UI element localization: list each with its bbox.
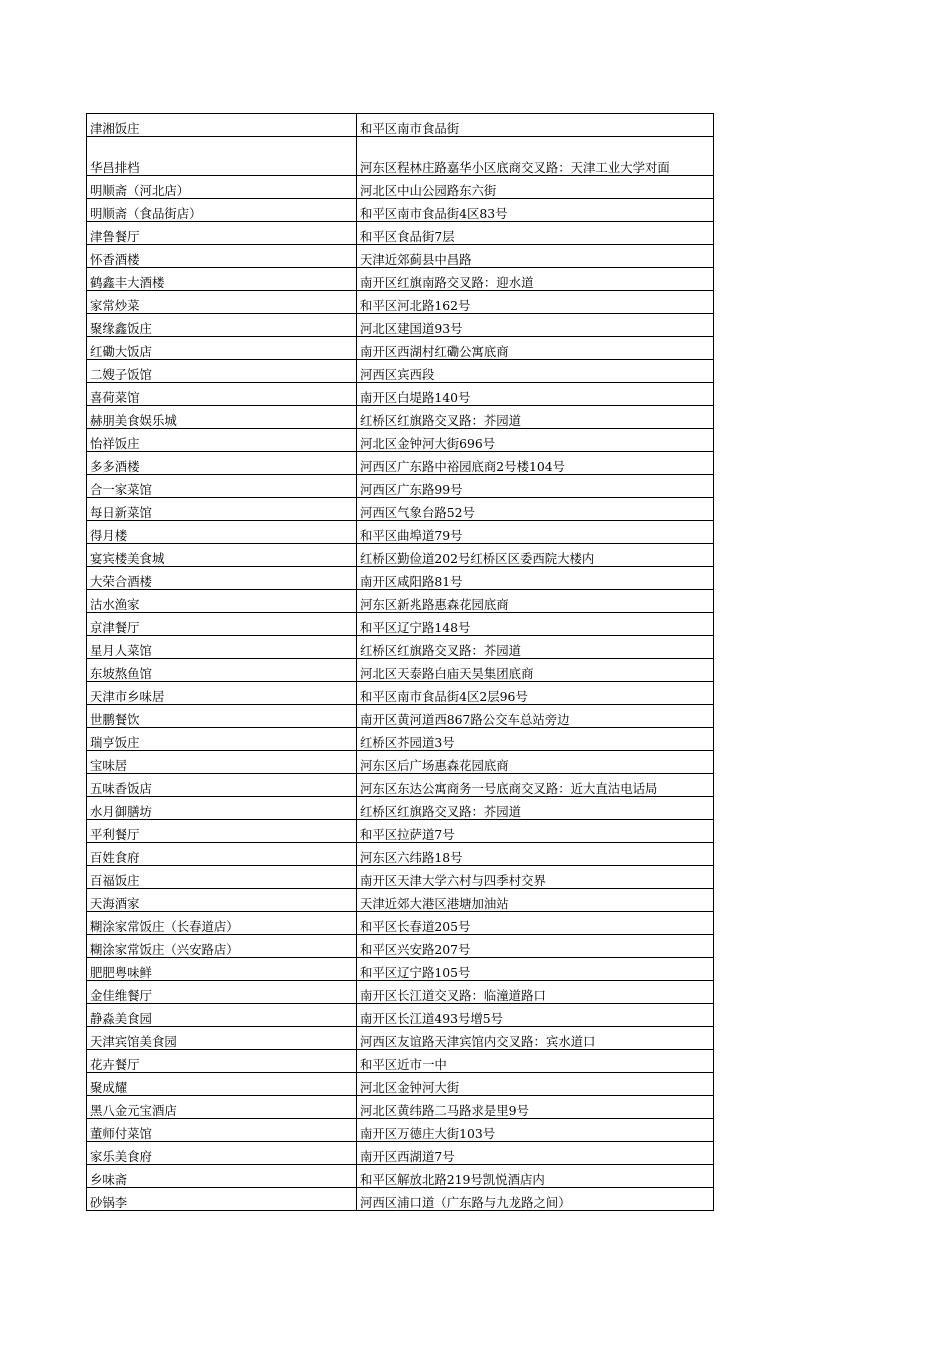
- restaurant-name-cell[interactable]: 瑞亨饭庄: [87, 728, 357, 751]
- table-row: [87, 360, 714, 383]
- restaurant-address-cell[interactable]: 和平区南市食品街4区83号: [357, 199, 714, 222]
- restaurant-address-cell[interactable]: 和平区兴安路207号: [357, 935, 714, 958]
- table-row: [87, 429, 714, 452]
- restaurant-name-cell[interactable]: 家常炒菜: [87, 291, 357, 314]
- restaurant-address-cell[interactable]: 河西区宾西段: [357, 360, 714, 383]
- restaurant-address-cell[interactable]: 红桥区红旗路交叉路：芥园道: [357, 406, 714, 429]
- restaurant-name-cell[interactable]: 静淼美食园: [87, 1004, 357, 1027]
- table-row: [87, 751, 714, 774]
- restaurant-name-cell[interactable]: 天津市乡味居: [87, 682, 357, 705]
- restaurant-name-cell[interactable]: 赫朋美食娱乐城: [87, 406, 357, 429]
- restaurant-name-cell[interactable]: 世鹏餐饮: [87, 705, 357, 728]
- table-row: [87, 383, 714, 406]
- table-row: [87, 1188, 714, 1211]
- restaurant-address-cell[interactable]: 河西区友谊路天津宾馆内交叉路：宾水道口: [357, 1027, 714, 1050]
- restaurant-address-cell[interactable]: 和平区辽宁路105号: [357, 958, 714, 981]
- table-row: [87, 613, 714, 636]
- restaurant-name-cell[interactable]: 聚缘鑫饭庄: [87, 314, 357, 337]
- restaurant-name-cell[interactable]: 花卉餐厅: [87, 1050, 357, 1073]
- table-body: [87, 114, 714, 1211]
- table-row: [87, 889, 714, 912]
- restaurant-name-cell[interactable]: 金佳维餐厅: [87, 981, 357, 1004]
- table-row: [87, 1165, 714, 1188]
- table-row: [87, 475, 714, 498]
- restaurant-address-cell[interactable]: 河北区建国道93号: [357, 314, 714, 337]
- restaurant-address-cell[interactable]: 南开区西湖道7号: [357, 1142, 714, 1165]
- table-row: [87, 406, 714, 429]
- restaurant-address-cell[interactable]: 南开区白堤路140号: [357, 383, 714, 406]
- restaurant-name-cell[interactable]: 喜荷菜馆: [87, 383, 357, 406]
- restaurant-name-cell[interactable]: 津湘饭庄: [87, 114, 357, 137]
- restaurant-address-cell[interactable]: 南开区红旗南路交叉路：迎水道: [357, 268, 714, 291]
- restaurant-name-cell[interactable]: 宝味居: [87, 751, 357, 774]
- restaurant-name-cell[interactable]: 黑八金元宝酒店: [87, 1096, 357, 1119]
- table-row: [87, 114, 714, 137]
- table-row: [87, 866, 714, 889]
- table-row: [87, 981, 714, 1004]
- table-row: [87, 222, 714, 245]
- table-row: [87, 912, 714, 935]
- restaurant-address-cell[interactable]: 和平区食品街7层: [357, 222, 714, 245]
- table-row: [87, 337, 714, 360]
- restaurant-address-cell[interactable]: 红桥区芥园道3号: [357, 728, 714, 751]
- table-row: [87, 682, 714, 705]
- restaurant-name-cell[interactable]: 鹤鑫丰大酒楼: [87, 268, 357, 291]
- restaurant-name-cell[interactable]: 沽水渔家: [87, 590, 357, 613]
- restaurant-name-cell[interactable]: 平利餐厅: [87, 820, 357, 843]
- restaurant-address-cell[interactable]: 南开区长江道交叉路：临潼道路口: [357, 981, 714, 1004]
- table-row: [87, 245, 714, 268]
- restaurant-name-cell[interactable]: 砂锅李: [87, 1188, 357, 1211]
- table-row: [87, 137, 714, 176]
- restaurant-address-cell[interactable]: 河北区黄纬路二马路求是里9号: [357, 1096, 714, 1119]
- restaurant-name-cell[interactable]: 合一家菜馆: [87, 475, 357, 498]
- restaurant-address-cell[interactable]: 河西区广东路中裕园底商2号楼104号: [357, 452, 714, 475]
- restaurant-address-cell[interactable]: 河东区新兆路惠森花园底商: [357, 590, 714, 613]
- table-row: [87, 268, 714, 291]
- table-row: [87, 199, 714, 222]
- restaurant-name-cell[interactable]: 怀香酒楼: [87, 245, 357, 268]
- restaurant-address-cell[interactable]: 河北区中山公园路东六街: [357, 176, 714, 199]
- restaurant-name-cell[interactable]: 京津餐厅: [87, 613, 357, 636]
- table-row: [87, 452, 714, 475]
- table-row: [87, 567, 714, 590]
- table-row: [87, 659, 714, 682]
- table-row: [87, 636, 714, 659]
- restaurant-name-cell[interactable]: 天津宾馆美食园: [87, 1027, 357, 1050]
- restaurant-address-cell[interactable]: 南开区咸阳路81号: [357, 567, 714, 590]
- restaurant-address-cell[interactable]: 河东区后广场惠森花园底商: [357, 751, 714, 774]
- restaurant-address-cell[interactable]: 南开区黄河道西867路公交车总站旁边: [357, 705, 714, 728]
- table-row: [87, 176, 714, 199]
- restaurant-name-cell[interactable]: 糊涂家常饭庄（兴安路店）: [87, 935, 357, 958]
- table-row: [87, 590, 714, 613]
- restaurant-name-cell[interactable]: 每日新菜馆: [87, 498, 357, 521]
- restaurant-name-cell[interactable]: 怡祥饭庄: [87, 429, 357, 452]
- restaurant-address-cell[interactable]: 南开区天津大学六村与四季村交界: [357, 866, 714, 889]
- restaurant-name-cell[interactable]: 百姓食府: [87, 843, 357, 866]
- table-row: [87, 958, 714, 981]
- restaurant-address-cell[interactable]: 红桥区红旗路交叉路：芥园道: [357, 636, 714, 659]
- restaurant-address-cell[interactable]: 和平区长春道205号: [357, 912, 714, 935]
- table-row: [87, 291, 714, 314]
- restaurant-name-cell[interactable]: 乡味斋: [87, 1165, 357, 1188]
- table-row: [87, 521, 714, 544]
- restaurant-address-cell[interactable]: 和平区辽宁路148号: [357, 613, 714, 636]
- restaurant-address-cell[interactable]: 河北区金钟河大街: [357, 1073, 714, 1096]
- restaurant-address-cell[interactable]: 南开区万德庄大街103号: [357, 1119, 714, 1142]
- restaurant-address-cell[interactable]: 河西区广东路99号: [357, 475, 714, 498]
- restaurant-address-cell[interactable]: 天津近郊大港区港塘加油站: [357, 889, 714, 912]
- table-row: [87, 935, 714, 958]
- table-row: [87, 797, 714, 820]
- restaurant-address-cell[interactable]: 和平区曲埠道79号: [357, 521, 714, 544]
- restaurant-name-cell[interactable]: 得月楼: [87, 521, 357, 544]
- restaurant-address-cell[interactable]: 河东区六纬路18号: [357, 843, 714, 866]
- restaurant-address-cell[interactable]: 南开区西湖村红磡公寓底商: [357, 337, 714, 360]
- restaurant-address-cell[interactable]: 南开区长江道493号增5号: [357, 1004, 714, 1027]
- restaurant-address-cell[interactable]: 和平区近市一中: [357, 1050, 714, 1073]
- restaurant-address-cell[interactable]: 河西区气象台路52号: [357, 498, 714, 521]
- restaurant-address-cell[interactable]: 红桥区红旗路交叉路：芥园道: [357, 797, 714, 820]
- restaurant-name-cell[interactable]: 星月人菜馆: [87, 636, 357, 659]
- restaurant-address-cell[interactable]: 和平区南市食品街: [357, 114, 714, 137]
- restaurant-address-cell[interactable]: 和平区拉萨道7号: [357, 820, 714, 843]
- table-row: [87, 1050, 714, 1073]
- table-row: [87, 544, 714, 567]
- restaurant-name-cell[interactable]: 明顺斋（食品街店）: [87, 199, 357, 222]
- table-row: [87, 820, 714, 843]
- table-row: [87, 774, 714, 797]
- restaurant-address-cell[interactable]: 红桥区勤俭道202号红桥区区委西院大楼内: [357, 544, 714, 567]
- restaurant-address-cell[interactable]: 河西区浦口道（广东路与九龙路之间）: [357, 1188, 714, 1211]
- restaurant-name-cell[interactable]: 宴宾楼美食城: [87, 544, 357, 567]
- restaurant-name-cell[interactable]: 董师付菜馆: [87, 1119, 357, 1142]
- restaurant-name-cell[interactable]: 二嫂子饭馆: [87, 360, 357, 383]
- restaurant-name-cell[interactable]: 津鲁餐厅: [87, 222, 357, 245]
- restaurant-name-cell[interactable]: 东坡熬鱼馆: [87, 659, 357, 682]
- restaurant-name-cell[interactable]: 红磡大饭店: [87, 337, 357, 360]
- restaurant-name-cell[interactable]: 天海酒家: [87, 889, 357, 912]
- restaurant-name-cell[interactable]: 多多酒楼: [87, 452, 357, 475]
- restaurant-address-cell[interactable]: 和平区南市食品街4区2层96号: [357, 682, 714, 705]
- restaurant-address-cell[interactable]: 天津近郊蓟县中昌路: [357, 245, 714, 268]
- table-row: [87, 1119, 714, 1142]
- table-row: [87, 843, 714, 866]
- restaurant-address-cell[interactable]: 河东区东达公寓商务一号底商交叉路：近大直沽电话局: [357, 774, 714, 797]
- table-row: [87, 1004, 714, 1027]
- table-row: [87, 1142, 714, 1165]
- table-row: [87, 498, 714, 521]
- restaurant-table: [86, 113, 714, 1211]
- table-row: [87, 1027, 714, 1050]
- table-row: [87, 728, 714, 751]
- table-row: [87, 1073, 714, 1096]
- restaurant-address-cell[interactable]: 和平区河北路162号: [357, 291, 714, 314]
- restaurant-address-cell[interactable]: 河北区金钟河大街696号: [357, 429, 714, 452]
- restaurant-name-cell[interactable]: 大荣合酒楼: [87, 567, 357, 590]
- restaurant-address-cell[interactable]: 河北区天泰路白庙天昊集团底商: [357, 659, 714, 682]
- table-row: [87, 314, 714, 337]
- restaurant-name-cell[interactable]: 五味香饭店: [87, 774, 357, 797]
- restaurant-name-cell[interactable]: 肥肥粤味鲜: [87, 958, 357, 981]
- restaurant-name-cell[interactable]: 糊涂家常饭庄（长春道店）: [87, 912, 357, 935]
- restaurant-name-cell[interactable]: 华昌排档: [87, 137, 357, 176]
- table-row: [87, 705, 714, 728]
- table-row: [87, 1096, 714, 1119]
- restaurant-address-cell[interactable]: 河东区程林庄路嘉华小区底商交叉路：天津工业大学对面: [357, 137, 714, 176]
- restaurant-name-cell[interactable]: 明顺斋（河北店）: [87, 176, 357, 199]
- restaurant-name-cell[interactable]: 水月御膳坊: [87, 797, 357, 820]
- restaurant-name-cell[interactable]: 家乐美食府: [87, 1142, 357, 1165]
- restaurant-name-cell[interactable]: 百福饭庄: [87, 866, 357, 889]
- restaurant-name-cell[interactable]: 聚成耀: [87, 1073, 357, 1096]
- restaurant-address-cell[interactable]: 和平区解放北路219号凯悦酒店内: [357, 1165, 714, 1188]
